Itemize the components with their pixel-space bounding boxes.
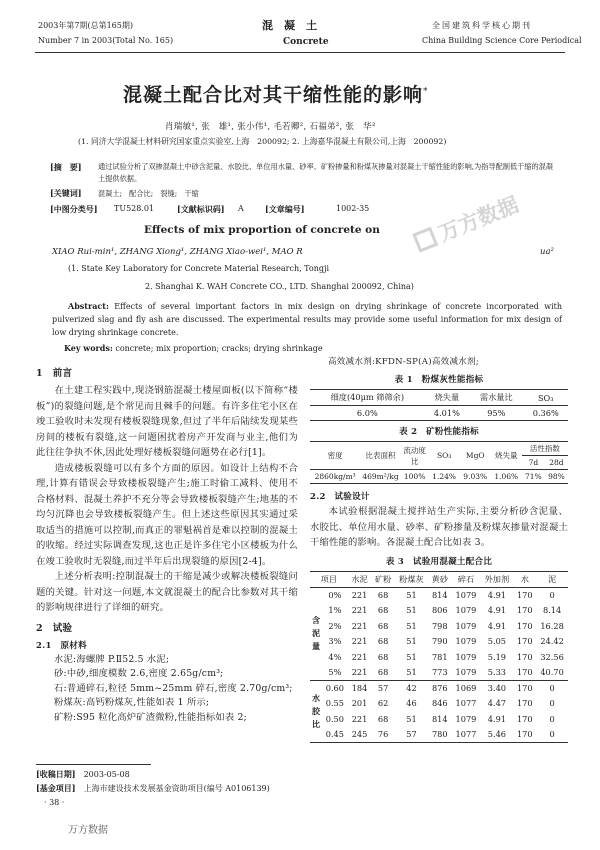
table-cell: 1077 [455, 729, 477, 739]
table-cell: 1079 [455, 636, 477, 647]
table-row [310, 618, 568, 634]
table-cell: 1069 [455, 683, 477, 693]
table-header: 外加剂 [484, 573, 510, 584]
table-cell: 68 [377, 651, 389, 662]
table-cell: 6.0% [356, 408, 378, 418]
page-title: 混凝土配合比对其干缩性能的影响* [123, 84, 429, 106]
table-cell: 68 [377, 620, 389, 631]
table-1 [310, 389, 568, 421]
table-cell: 469m²/kg [362, 472, 399, 481]
table-cell: 0% [328, 590, 342, 600]
table-cell: 40.70 [540, 667, 564, 677]
table-cell: 773 [431, 667, 448, 677]
table-cell: 68 [377, 605, 389, 616]
material-item: 水泥:海螺牌 P.Ⅱ52.5 水泥; [54, 653, 170, 665]
table-3-caption: 表 3 试验用混凝土配合比 [385, 556, 493, 567]
table-cell: 1077 [455, 698, 477, 709]
table-cell: 876 [431, 683, 448, 693]
table-cell: 2% [328, 620, 342, 631]
english-affiliation-1: (1. State Key Laboratory for Concrete Material Research, Tongji [68, 264, 330, 273]
table-header: 矿粉 [374, 573, 392, 584]
received-date: [收稿日期] 2003-05-08 [36, 769, 130, 779]
table-row [310, 470, 568, 484]
table-header: 粉煤灰 [399, 573, 424, 584]
section-2-heading: 2 试验 [36, 622, 73, 634]
header-rule [35, 52, 565, 53]
table-cell: 62 [377, 698, 389, 709]
table-subheader: 7d [528, 458, 539, 467]
table-cell: 170 [516, 683, 533, 693]
table-cell: 1079 [455, 620, 477, 631]
table-cell: 221 [351, 667, 368, 677]
page-number: · 38 · [44, 798, 65, 807]
superplasticizer: 高效减水剂:KFDN-SP(A)高效减水剂; [328, 357, 480, 367]
table-cell: 0 [549, 683, 555, 693]
table-cell: 4.91 [487, 713, 506, 724]
table-cell: 0 [549, 590, 555, 600]
table-cell: 51 [406, 636, 417, 647]
table-cell: 0 [549, 698, 555, 709]
table-cell: 1.24% [432, 472, 457, 481]
table-2-caption: 表 2 矿粉性能指标 [399, 427, 479, 437]
table-cell: 68 [377, 667, 389, 677]
table-cell: 51 [406, 713, 417, 724]
table-header: SO₃ [437, 451, 452, 460]
table-cell: 1% [328, 605, 342, 616]
table-cell: 76 [377, 729, 389, 739]
table-cell: 1079 [455, 667, 477, 677]
table-cell: 4.91 [487, 605, 506, 616]
table-cell: 221 [351, 620, 368, 631]
table-cell: 184 [351, 683, 368, 693]
section-1-heading: 1 前言 [36, 368, 73, 379]
doc-label: [文献标识码] [177, 204, 225, 214]
table-cell: 51 [406, 605, 417, 616]
table-header: SO₃ [537, 392, 554, 403]
table-cell: 57 [406, 729, 417, 739]
table-3 [310, 571, 568, 743]
wanfang-watermark: 万方数据 [410, 189, 522, 258]
paragraph: 在土建工程实践中,现浇钢筋混凝土楼屋面板(以下简称“楼板”)的裂缝问题,是个常见而且棘手的问题。有许多住宅小区在竣工验收时未发现有楼板裂缝现象,但过了半年后陆续发现某些房间的楼板有裂缝,这一问题困扰着房产开发商与业主,他们为此往往争执不休,因此处理好楼板裂缝问题势在必行[1]。 [36, 385, 298, 458]
table-row [310, 406, 568, 421]
table-cell: 51 [406, 667, 417, 677]
table-cell: 170 [516, 651, 533, 662]
table-cell: 0.55 [325, 698, 344, 709]
table-cell: 71% [525, 472, 542, 481]
table-cell: 4.01% [433, 408, 460, 418]
table-cell: 170 [516, 605, 533, 616]
table-cell: 221 [351, 651, 368, 662]
table-header: 密度 [327, 451, 343, 460]
english-title: Effects of mix proportion of concrete on [144, 224, 380, 236]
table-header: 细度(40μm 筛筛余) [330, 392, 405, 402]
table-cell: 1079 [455, 713, 477, 724]
article-value: 1002-35 [336, 204, 370, 213]
table-header: 活性指数 [522, 442, 568, 456]
table-cell: 806 [431, 605, 448, 616]
table-cell: 1079 [455, 590, 477, 600]
authors: 肖瑞敏¹, 张 雄¹, 张小伟¹, 毛若卿², 石福弟², 张 华² [165, 122, 376, 132]
article-label: [文章编号] [265, 204, 305, 214]
table-cell: 0.36% [532, 408, 559, 418]
table-cell: 780 [431, 729, 448, 739]
table-cell: 2860kg/m³ [314, 472, 356, 481]
table-header: 水泥 [351, 573, 368, 584]
journal-cn: 混 凝 土 [262, 19, 317, 32]
keywords-label: [关键词] [50, 188, 82, 198]
table-cell: 51 [406, 651, 417, 662]
paragraph: 造成楼板裂缝可以有多个方面的原因。如设计上结构不合理,计算有错误会导致楼板裂缝产生;施工时偷工减料、使用不合格材料、混凝土养护不充分等会导致楼板裂缝产生;地基的不均匀沉降也会导致楼板裂缝产生。但上述这些原因其实通过采取适当的措施可以控制,而真正的罪魁祸首是难以控制的混凝土的收缩。经过实际调查发现,这也正是许多住宅小区楼板为什么在竣工验收时无裂缝,而过半年后出现裂缝的原因[2-4]。 [36, 462, 298, 567]
periodical-cn: 全国建筑科学核心期刊 [432, 21, 532, 30]
table-cell: 170 [516, 590, 533, 600]
material-item: 粉煤灰:高钙粉煤灰,性能如表 1 所示; [54, 697, 210, 708]
english-keywords: Key words: concrete; mix proportion; cracks; drying shrinkage [64, 343, 323, 353]
issue-en: Number 7 in 2003(Total No. 165) [38, 36, 174, 45]
table-cell: 68 [377, 636, 389, 647]
table-cell: 4.91 [487, 620, 506, 631]
table-row [310, 680, 568, 696]
table-cell: 0.50 [325, 713, 344, 724]
issue-cn: 2003年第7期(总第165期) [38, 21, 133, 30]
table-row [310, 634, 568, 650]
table-cell: 0 [549, 713, 555, 724]
table-header: 黄砂 [431, 573, 448, 584]
table-cell: 170 [516, 729, 533, 739]
table-row [310, 587, 568, 603]
table-cell: 170 [516, 667, 533, 677]
table-row [310, 711, 568, 727]
table-header: 泥 [547, 573, 557, 584]
table-cell: 51 [406, 620, 417, 631]
section-2-2-body [310, 504, 568, 551]
table-header: 碎石 [457, 573, 475, 584]
table-cell: 1079 [455, 605, 477, 616]
table-cell: 221 [351, 713, 368, 724]
table-cell: 95% [487, 408, 506, 418]
table-cell: 5% [328, 667, 342, 677]
row-group-label: 含泥量 [312, 615, 320, 651]
table-cell: 32.56 [540, 651, 564, 662]
table-cell: 814 [431, 590, 448, 600]
table-row [310, 727, 568, 743]
material-item: 砂:中砂,细度模数 2.6,密度 2.65g/cm³; [54, 668, 224, 679]
table-cell: 3% [328, 636, 342, 647]
table-cell: 781 [431, 651, 448, 662]
wanfang-footer-mark: 万方数据 [68, 825, 108, 836]
table-cell: 221 [351, 605, 368, 616]
abstract-text: 通过试验分析了双掺混凝土中砂含泥量、水胶比、单位用水量、砂率、矿粉掺量和粉煤灰掺量对混凝土干缩性能的影响,为指导配制低干缩的混凝土提供依据。 [98, 162, 554, 183]
affiliation: (1. 同济大学混凝土材料研究国家重点实验室,上海 200092; 2. 上海嘉华混凝土有限公司,上海 200092) [78, 137, 447, 146]
table-cell: 170 [516, 636, 533, 647]
table-cell: 1079 [455, 651, 477, 662]
table-subheader: 28d [549, 458, 564, 467]
table-cell: 170 [516, 698, 533, 709]
clc-value: TU528.01 [114, 204, 155, 213]
wanfang-logo-icon [412, 227, 438, 253]
table-cell: 24.42 [540, 636, 564, 647]
table-row [310, 649, 568, 665]
table-cell: 0.60 [325, 683, 344, 693]
journal-en: Concrete [283, 37, 329, 47]
table-cell: 68 [377, 713, 389, 724]
table-cell: 1.06% [494, 472, 519, 481]
english-affiliation-2: 2. Shanghai K. WAH Concrete CO., LTD. Shanghai 200092, China) [145, 282, 414, 291]
table-cell: 51 [406, 590, 417, 600]
table-cell: 42 [406, 683, 417, 693]
table-cell: 16.28 [540, 620, 564, 631]
table-header: 水 [520, 573, 529, 584]
paragraph: 上述分析表明:控制混凝土的干缩是减少或解决楼板裂缝问题的关键。针对这一问题,本文就混凝土的配合比参数对其干缩的影响规律进行了详细的研究。 [36, 571, 298, 613]
material-item: 矿粉:S95 粒化高炉矿渣微粉,性能指标如表 2; [54, 711, 247, 723]
table-cell: 814 [431, 713, 448, 724]
table-cell: 8.14 [542, 605, 562, 616]
table-cell: 5.33 [487, 667, 506, 677]
table-1-caption: 表 1 粉煤灰性能指标 [394, 375, 484, 385]
table-header: MgO [465, 451, 485, 460]
table-header: 比表面积 [365, 451, 396, 460]
section-2-1-heading: 2.1 原材料 [36, 640, 87, 651]
table-cell: 790 [431, 636, 448, 647]
paragraph: 本试验根据混凝土搅拌站生产实际,主要分析砂含泥量、水胶比、单位用水量、砂率、矿粉掺量及粉煤灰掺量对混凝土干缩性能的影响。各混凝土配合比如表 3。 [310, 506, 568, 548]
table-cell: 221 [351, 636, 368, 647]
section-1-body [36, 383, 298, 616]
periodical-en: China Building Science Core Periodical [422, 36, 582, 45]
footnote-rule [36, 764, 151, 765]
table-cell: 4% [328, 651, 342, 662]
section-2-2-heading: 2.2 试验设计 [310, 492, 370, 502]
english-authors: XIAO Rui-min¹, ZHANG Xiong¹, ZHANG Xiao-wei¹, MAO R [52, 247, 303, 257]
table-header: 需水量比 [479, 392, 513, 402]
english-authors-tail: ua² [540, 247, 554, 257]
abstract-label: [摘 要] [50, 162, 82, 172]
table-row [310, 696, 568, 712]
table-cell: 4.91 [487, 590, 506, 600]
right-column [310, 355, 568, 743]
table-cell: 100% [403, 472, 426, 481]
table-cell: 3.40 [487, 683, 506, 693]
table-header: 项目 [320, 573, 338, 584]
table-cell: 798 [431, 620, 448, 631]
table-cell: 98% [548, 472, 565, 481]
table-cell: 57 [377, 683, 389, 693]
table-cell: 170 [516, 713, 533, 724]
table-cell: 9.03% [463, 472, 488, 481]
material-item: 石:普通碎石,粒径 5mm~25mm 碎石,密度 2.70g/cm³; [54, 682, 293, 694]
table-header: 烧失量 [495, 451, 518, 460]
table-cell: 4.47 [487, 698, 506, 709]
table-header: 流动度比 [403, 445, 426, 466]
table-cell: 245 [351, 729, 368, 739]
table-cell: 0 [549, 729, 555, 739]
table-cell: 846 [431, 698, 448, 709]
left-column [36, 366, 298, 725]
clc-label: [中图分类号] [50, 204, 98, 214]
materials-list [36, 653, 298, 726]
fund-project: [基金项目] 上海市建设技术发展基金资助项目(编号 A0106139) [36, 783, 270, 793]
table-cell: 5.05 [487, 636, 506, 647]
doc-value: A [238, 204, 244, 213]
table-row [310, 665, 568, 681]
keywords-text: 混凝土; 配合比; 裂缝; 干缩 [98, 189, 199, 198]
table-cell: 5.19 [487, 651, 506, 662]
table-cell: 201 [351, 698, 368, 709]
table-cell: 5.46 [487, 729, 506, 739]
row-group-label: 水胶比 [312, 692, 320, 729]
table-cell: 46 [406, 698, 417, 709]
table-cell: 0.45 [325, 729, 344, 739]
table-2 [310, 441, 568, 484]
english-abstract: Abstract: Effects of several important factors in mix design on drying shrinkage of concrete incorporated with pulverized slag and fly ash are discussed. The experimental results may provide some useful information for mix design of low drying shrinkage concrete. [52, 301, 563, 337]
table-row [310, 603, 568, 619]
table-cell: 221 [351, 590, 368, 600]
table-cell: 68 [377, 590, 389, 600]
table-header: 烧失量 [434, 392, 460, 402]
table-cell: 170 [516, 620, 533, 631]
